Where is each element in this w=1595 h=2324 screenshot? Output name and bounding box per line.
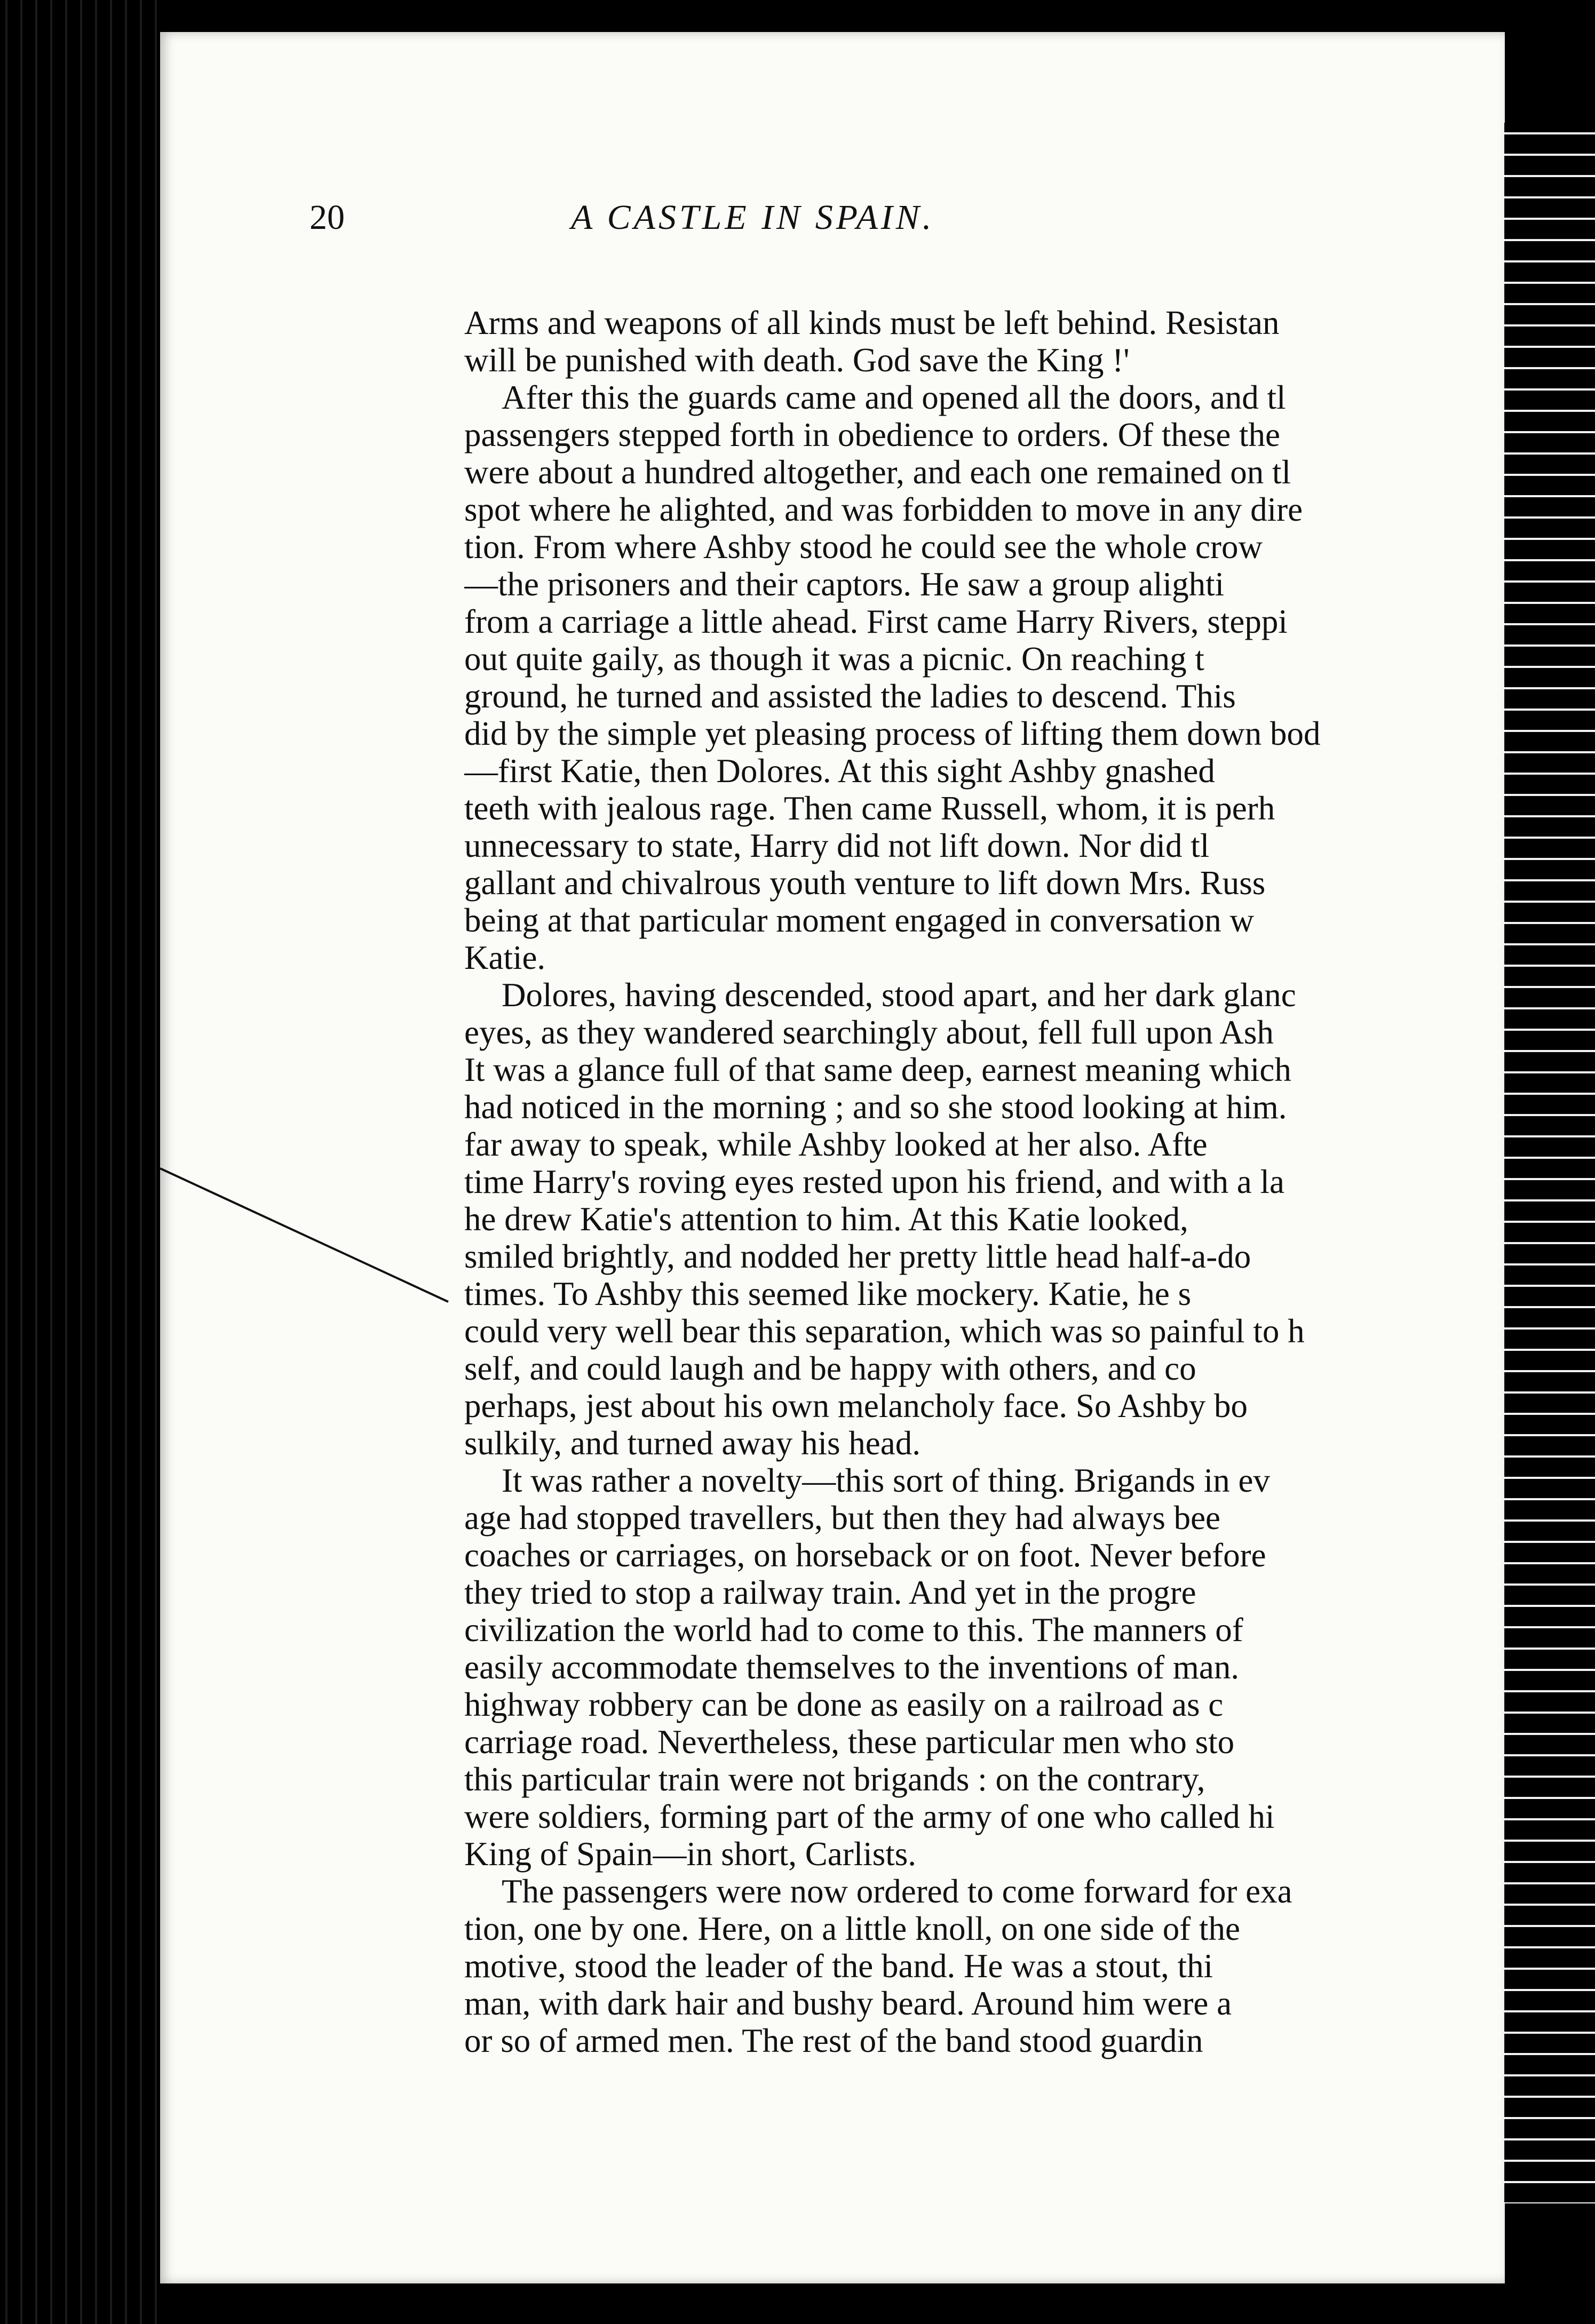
page-number: 20 [310, 198, 345, 237]
text-line: highway robbery can be done as easily on a railroad as c [464, 1686, 1224, 1723]
book-binding-gutter [0, 0, 160, 2324]
text-line: —the prisoners and their captors. He saw a group alighti [464, 566, 1225, 603]
text-line: Katie. [464, 939, 546, 976]
text-line: easily accommodate themselves to the inventions of man. [464, 1649, 1240, 1686]
page-edge-shadow [1504, 123, 1595, 2203]
text-line: carriage road. Nevertheless, these particular men who sto [464, 1723, 1235, 1761]
text-line: King of Spain—in short, Carlists. [464, 1835, 916, 1873]
text-line: teeth with jealous rage. Then came Russell, whom, it is perh [464, 790, 1275, 827]
text-line: were soldiers, forming part of the army of one who called hi [464, 1798, 1275, 1835]
text-line: self, and could laugh and be happy with others, and co [464, 1350, 1196, 1387]
text-line: they tried to stop a railway train. And yet in the progre [464, 1574, 1196, 1611]
text-line: were about a hundred altogether, and each one remained on tl [464, 453, 1291, 491]
text-line: passengers stepped forth in obedience to orders. Of these the [464, 416, 1281, 453]
text-line: perhaps, jest about his own melancholy face. So Ashby bo [464, 1387, 1248, 1424]
text-line: smiled brightly, and nodded her pretty little head half-a-do [464, 1238, 1251, 1275]
text-line: motive, stood the leader of the band. He was a stout, thi [464, 1947, 1213, 1985]
text-line: or so of armed men. The rest of the band stood guardin [464, 2022, 1203, 2059]
text-line: gallant and chivalrous youth venture to lift down Mrs. Russ [464, 864, 1266, 902]
text-line: spot where he alighted, and was forbidden to move in any dire [464, 491, 1303, 528]
text-line: tion. From where Ashby stood he could see the whole crow [464, 528, 1263, 566]
text-line: age had stopped travellers, but then they had always bee [464, 1499, 1221, 1537]
text-line: being at that particular moment engaged in conversation w [464, 902, 1255, 939]
text-line: time Harry's roving eyes rested upon his friend, and with a la [464, 1163, 1284, 1200]
text-line: did by the simple yet pleasing process of lifting them down bod [464, 715, 1321, 752]
text-line: —first Katie, then Dolores. At this sight Ashby gnashed [464, 752, 1215, 790]
text-line: The passengers were now ordered to come forward for exa [502, 1873, 1292, 1910]
text-line: unnecessary to state, Harry did not lift down. Nor did tl [464, 827, 1210, 864]
text-line: he drew Katie's attention to him. At this Katie looked, [464, 1200, 1188, 1238]
page-header [310, 197, 1291, 256]
text-line: will be punished with death. God save the King !' [464, 341, 1130, 379]
text-line: far away to speak, while Ashby looked at her also. Afte [464, 1126, 1208, 1163]
text-line: man, with dark hair and bushy beard. Around him were a [464, 1985, 1232, 2022]
text-line: from a carriage a little ahead. First came Harry Rivers, steppi [464, 603, 1288, 640]
text-line: could very well bear this separation, which was so painful to h [464, 1312, 1305, 1350]
text-line: coaches or carriages, on horseback or on foot. Never before [464, 1537, 1266, 1574]
text-line: civilization the world had to come to this. The manners of [464, 1611, 1243, 1649]
running-title: A CASTLE IN SPAIN. [571, 198, 935, 237]
stray-pen-stroke [160, 1163, 459, 1312]
text-line: eyes, as they wandered searchingly about, fell full upon Ash [464, 1014, 1274, 1051]
text-line: this particular train were not brigands : on the contrary, [464, 1761, 1205, 1798]
text-line: tion, one by one. Here, on a little knoll, on one side of the [464, 1910, 1240, 1947]
text-line: had noticed in the morning ; and so she stood looking at him. [464, 1088, 1287, 1126]
text-line: Arms and weapons of all kinds must be left behind. Resistan [464, 304, 1280, 341]
body-text [464, 304, 1505, 2059]
text-line: times. To Ashby this seemed like mockery. Katie, he s [464, 1275, 1192, 1312]
text-line: out quite gaily, as though it was a picnic. On reaching t [464, 640, 1204, 678]
text-line: It was a glance full of that same deep, earnest meaning which [464, 1051, 1291, 1088]
text-line: Dolores, having descended, stood apart, and her dark glanc [502, 976, 1296, 1014]
text-line: sulkily, and turned away his head. [464, 1424, 921, 1462]
text-line: ground, he turned and assisted the ladies to descend. This [464, 678, 1236, 715]
text-line: After this the guards came and opened all the doors, and tl [502, 379, 1286, 416]
text-line: It was rather a novelty—this sort of thing. Brigands in ev [502, 1462, 1270, 1499]
